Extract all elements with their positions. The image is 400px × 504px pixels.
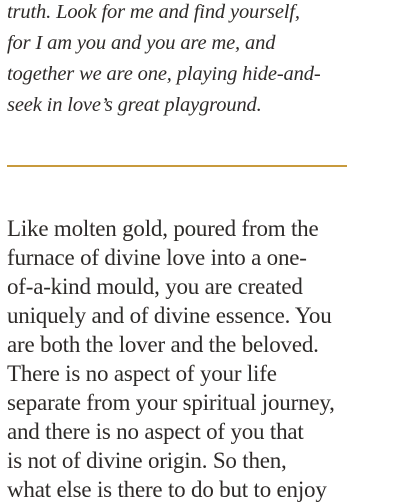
quote-line: truth. Look for me and find yourself,	[7, 1, 300, 23]
body-line: Like molten gold, poured from the	[7, 216, 319, 241]
body-line: uniquely and of divine essence. You	[7, 303, 332, 328]
body-line: There is no aspect of your life	[7, 361, 277, 386]
body-line: what else is there to do but to enjoy	[7, 477, 327, 502]
body-paragraph	[7, 214, 399, 504]
body-line: furnace of divine love into a one-	[7, 245, 307, 270]
body-line: are both the lover and the beloved.	[7, 332, 319, 357]
body-line: of-a-kind mould, you are created	[7, 274, 303, 299]
quote-line: together we are one, playing hide-and-	[7, 63, 321, 85]
quote-line: seek in love’s great playground.	[7, 94, 262, 116]
body-line: and there is no aspect of you that	[7, 419, 304, 444]
body-line: separate from your spiritual journey,	[7, 390, 335, 415]
section-divider	[7, 165, 347, 167]
quote-line: for I am you and you are me, and	[7, 32, 276, 54]
body-line: is not of divine origin. So then,	[7, 448, 287, 473]
italic-quote-passage	[7, 0, 397, 121]
